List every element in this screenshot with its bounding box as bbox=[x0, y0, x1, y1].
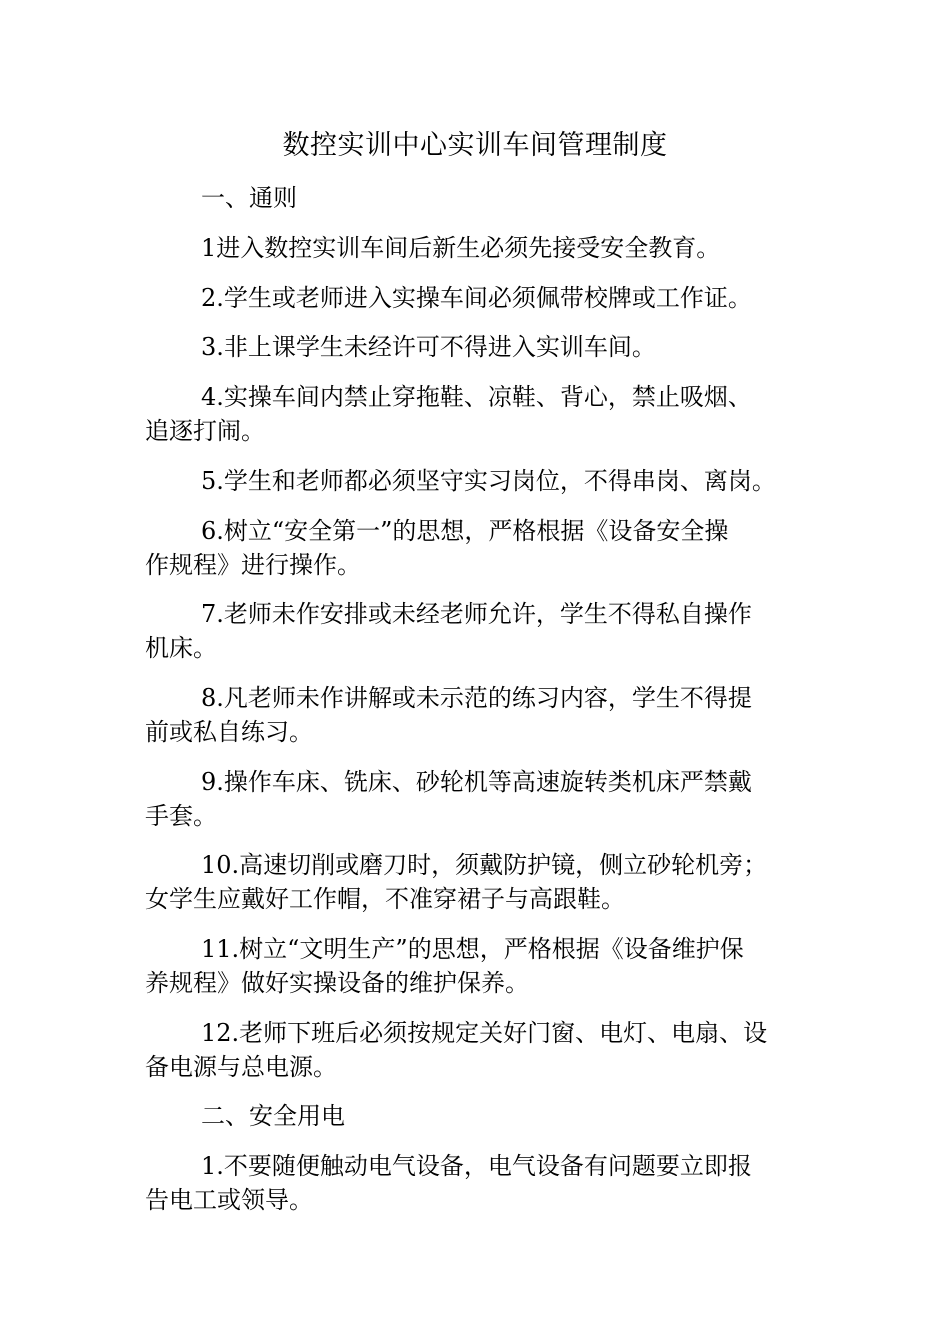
paragraph-line: 9.操作车床、铣床、砂轮机等高速旋转类机床严禁戴 bbox=[201, 768, 752, 796]
paragraph-line: 女学生应戴好工作帽，不准穿裙子与高跟鞋。 bbox=[145, 885, 625, 913]
document-title: 数控实训中心实训车间管理制度 bbox=[282, 130, 668, 161]
paragraph-line: 2.学生或老师进入实操车间必须佩带校牌或工作证。 bbox=[201, 284, 752, 312]
paragraph-line: 一、通则 bbox=[201, 184, 297, 212]
paragraph-rule-3 bbox=[145, 330, 815, 364]
paragraph-line: 7.老师未作安排或未经老师允许，学生不得私自操作 bbox=[201, 600, 752, 628]
paragraph-line: 机床。 bbox=[145, 634, 217, 662]
paragraph-line: 4.实操车间内禁止穿拖鞋、凉鞋、背心，禁止吸烟、 bbox=[201, 383, 752, 411]
section-heading-electrical-safety bbox=[145, 1099, 815, 1133]
paragraph-line: 告电工或领导。 bbox=[145, 1186, 313, 1214]
paragraph-electrical-rule-1 bbox=[145, 1149, 815, 1217]
paragraph-rule-1 bbox=[145, 231, 815, 265]
paragraph-rule-4 bbox=[145, 380, 815, 448]
paragraph-line: 作规程》进行操作。 bbox=[145, 551, 361, 579]
paragraph-line: 5.学生和老师都必须坚守实习岗位，不得串岗、离岗。 bbox=[201, 467, 776, 495]
paragraph-line: 11.树立“文明生产”的思想，严格根据《设备维护保 bbox=[201, 935, 744, 963]
paragraph-line: 8.凡老师未作讲解或未示范的练习内容，学生不得提 bbox=[201, 684, 752, 712]
paragraph-rule-12 bbox=[145, 1016, 815, 1084]
paragraph-line: 追逐打闹。 bbox=[145, 417, 265, 445]
paragraph-rule-6 bbox=[145, 514, 815, 582]
paragraph-line: 12.老师下班后必须按规定关好门窗、电灯、电扇、设 bbox=[201, 1019, 768, 1047]
paragraph-rule-5 bbox=[145, 464, 815, 498]
paragraph-line: 前或私自练习。 bbox=[145, 718, 313, 746]
paragraph-rule-9 bbox=[145, 765, 815, 833]
paragraph-rule-10 bbox=[145, 848, 815, 916]
paragraph-rule-11 bbox=[145, 932, 815, 1000]
section-heading-general bbox=[145, 181, 815, 215]
paragraph-rule-7 bbox=[145, 597, 815, 665]
paragraph-line: 1进入数控实训车间后新生必须先接受安全教育。 bbox=[201, 234, 721, 262]
paragraph-rule-8 bbox=[145, 681, 815, 749]
paragraph-line: 10.高速切削或磨刀时，须戴防护镜，侧立砂轮机旁； bbox=[201, 851, 768, 879]
paragraph-line: 备电源与总电源。 bbox=[145, 1053, 337, 1081]
paragraph-line: 养规程》做好实操设备的维护保养。 bbox=[145, 969, 529, 997]
paragraph-rule-2 bbox=[145, 281, 815, 315]
paragraph-line: 二、安全用电 bbox=[201, 1102, 345, 1130]
paragraph-line: 1.不要随便触动电气设备，电气设备有问题要立即报 bbox=[201, 1152, 752, 1180]
paragraph-line: 3.非上课学生未经许可不得进入实训车间。 bbox=[201, 333, 656, 361]
paragraph-line: 6.树立“安全第一”的思想，严格根据《设备安全操 bbox=[201, 517, 729, 545]
paragraph-line: 手套。 bbox=[145, 802, 217, 830]
